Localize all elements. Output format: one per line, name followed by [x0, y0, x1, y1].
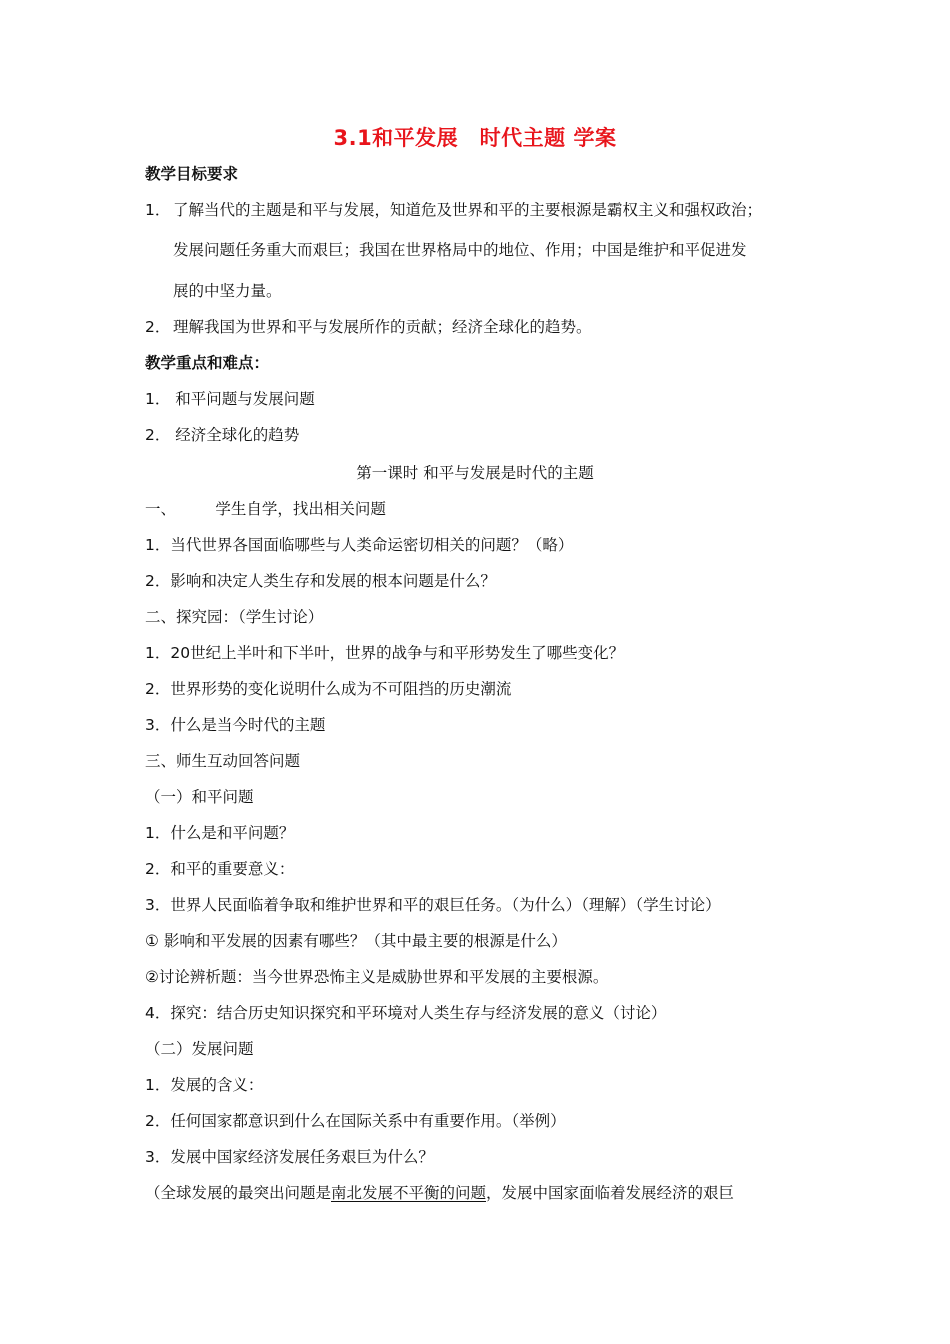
part1-question-1: 1．当代世界各国面临哪些与人类命运密切相关的问题？（略） — [145, 536, 574, 554]
part3-subheading-development: （二）发展问题 — [145, 1040, 254, 1058]
goals-item-1-line3: 展的中坚力量。 — [173, 282, 282, 300]
answer-part-b: ，发展中国家面临着发展经济的艰巨 — [486, 1184, 735, 1202]
part2-question-2: 2．世界形势的变化说明什么成为不可阻挡的历史潮流 — [145, 680, 512, 698]
part3-subheading-peace: （一）和平问题 — [145, 788, 254, 806]
peace-question-1: 1．什么是和平问题？ — [145, 824, 295, 842]
peace-circle-item-1: ① 影响和平发展的因素有哪些？（其中最主要的根源是什么） — [145, 932, 567, 950]
goals-item-1-line1: 了解当代的主题是和平与发展，知道危及世界和平的主要根源是霸权主义和强权政治； — [173, 201, 763, 219]
goals-heading: 教学目标要求 — [145, 165, 239, 183]
part3-heading: 三、师生互动回答问题 — [145, 752, 301, 770]
lesson-title: 第一课时 和平与发展是时代的主题 — [356, 464, 594, 482]
part2-heading: 二、探究园：（学生讨论） — [145, 608, 324, 626]
goals-item-1-line2: 发展问题任务重大而艰巨；我国在世界格局中的地位、作用；中国是维护和平促进发 — [173, 241, 747, 259]
development-answer-line — [145, 1182, 734, 1204]
part1-heading: 一、 学生自学，找出相关问题 — [145, 500, 386, 518]
peace-question-2: 2．和平的重要意义： — [145, 860, 295, 878]
development-question-2: 2．任何国家都意识到什么在国际关系中有重要作用。（举例） — [145, 1112, 566, 1130]
key-points-heading: 教学重点和难点： — [145, 354, 270, 372]
key-point-1: 1． 和平问题与发展问题 — [145, 390, 315, 408]
part2-question-1: 1．20世纪上半叶和下半叶，世界的战争与和平形势发生了哪些变化？ — [145, 644, 625, 662]
document-title: 3.1和平发展 时代主题 学案 — [333, 126, 617, 150]
goals-item-1 — [145, 199, 762, 221]
development-question-3: 3．发展中国家经济发展任务艰巨为什么？ — [145, 1148, 434, 1166]
peace-question-3: 3．世界人民面临着争取和维护世界和平的艰巨任务。（为什么）（理解）（学生讨论） — [145, 896, 721, 914]
goals-item-2 — [145, 316, 592, 338]
goals-item-1-num: 1． — [145, 201, 171, 219]
answer-underlined: 南北发展不平衡的问题 — [331, 1184, 487, 1202]
peace-circle-item-2: ②讨论辨析题：当今世界恐怖主义是威胁世界和平发展的主要根源。 — [145, 968, 609, 986]
key-point-2: 2． 经济全球化的趋势 — [145, 426, 300, 444]
answer-part-a: （全球发展的最突出问题是 — [145, 1184, 332, 1202]
part2-question-3: 3．什么是当今时代的主题 — [145, 716, 326, 734]
development-question-1: 1．发展的含义： — [145, 1076, 264, 1094]
part1-question-2: 2．影响和决定人类生存和发展的根本问题是什么？ — [145, 572, 496, 590]
goals-item-2-num: 2． — [145, 318, 171, 336]
peace-question-4: 4．探究：结合历史知识探究和平环境对人类生存与经济发展的意义（讨论） — [145, 1004, 667, 1022]
goals-item-2-text: 理解我国为世界和平与发展所作的贡献；经济全球化的趋势。 — [173, 318, 592, 336]
